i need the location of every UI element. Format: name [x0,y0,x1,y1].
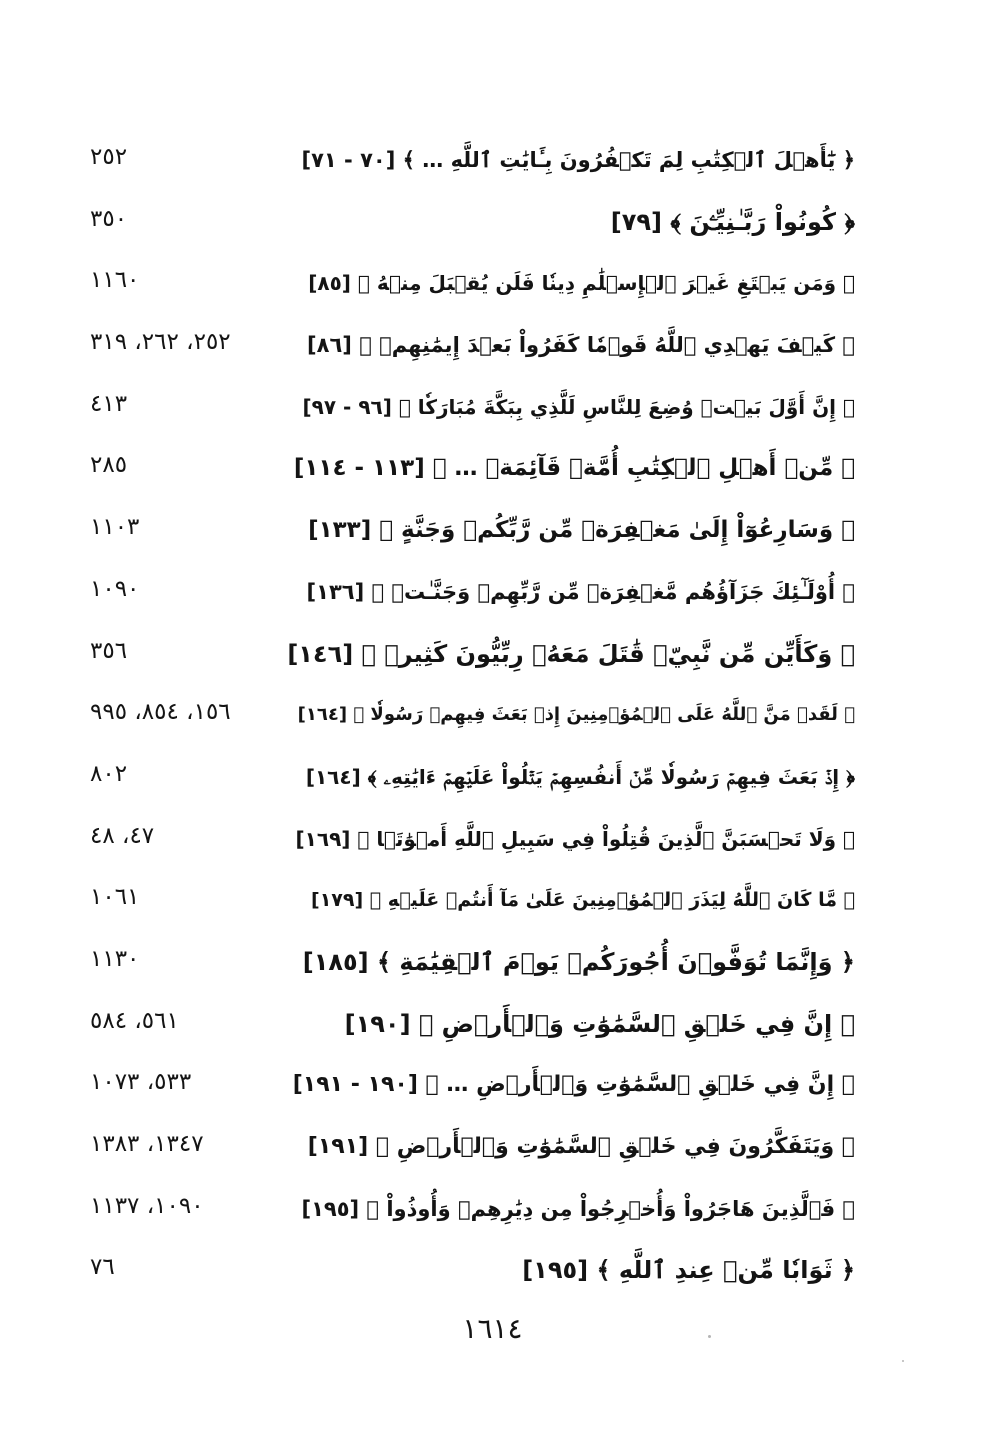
page-number: ١٦١٤ [462,1312,523,1345]
page-references: ٣٥٦ [90,637,128,664]
index-entry [90,138,855,200]
verse-citation: ﴿ كُونُواْ رَبَّـٰنِيِّـۧنَ ﴾ [٧٩] [610,207,855,236]
page-references: ١٠٩٠، ١١٣٧ [90,1192,204,1219]
scan-speck [902,1360,904,1362]
page-references: ١٠٦١ [90,884,140,911]
index-entry [90,200,855,262]
verse-citation: ﴿ مِّنۡ أَهۡلِ ٱلۡكِتَٰبِ أُمَّةٞ قَآئِمَةٞ … ﴾ [١١٣ - ١١٤] [293,455,855,482]
page-references: ١١٠٣ [90,514,140,541]
page-references: ٣٥٠ [90,205,128,232]
page-references: ٢٨٥ [90,452,128,479]
verse-citation: ﴿ يَٰٓأَهۡلَ ٱلۡكِتَٰبِ لِمَ تَكۡفُرُونَ بِـَٔايَٰتِ ٱللَّهِ … ﴾ [٧٠ - ٧١] [301,148,855,172]
verse-index-list [90,138,855,1310]
page-references: ١١٣٠ [90,945,140,972]
verse-citation: ﴿ إِنَّ فِي خَلۡقِ ٱلسَّمَٰوَٰتِ وَٱلۡأَرۡضِ … ﴾ [١٩٠ - ١٩١] [292,1072,855,1098]
page-references: ٤٧، ٤٨ [90,822,155,849]
scan-speck [708,1335,711,1338]
index-entry [90,693,855,755]
verse-citation: ﴿ أُوْلَـٰٓئِكَ جَزَآؤُهُم مَّغۡفِرَةٞ مِّن رَّبِّهِمۡ وَجَنَّـٰتٞ ﴾ [١٣٦] [306,579,855,604]
verse-citation: ﴿ وَيَتَفَكَّرُونَ فِي خَلۡقِ ٱلسَّمَٰوَٰتِ وَٱلۡأَرۡضِ ﴾ [١٩١] [307,1134,855,1159]
index-entry [90,878,855,940]
index-entry [90,323,855,385]
verse-citation: ﴿ لَقَدۡ مَنَّ ٱللَّهُ عَلَى ٱلۡمُؤۡمِنِينَ إِذۡ بَعَثَ فِيهِمۡ رَسُولٗا ﴾ [١٦٤] [297,704,855,726]
page-references: ٢٥٢ [90,144,128,170]
page-references: ١١٦٠ [90,267,140,294]
index-entry [90,1248,855,1310]
index-entry [90,261,855,323]
index-entry [90,1125,855,1187]
index-entry [90,1063,855,1125]
index-entry [90,570,855,632]
page-references: ١٠٩٠ [90,575,140,602]
page-references: ٥٦١، ٥٨٤ [90,1007,179,1034]
verse-citation: ﴿ وَسَارِعُوٓاْ إِلَىٰ مَغۡفِرَةٖ مِّن رَّبِّكُمۡ وَجَنَّةٍ ﴾ [١٣٣] [308,517,855,544]
index-entry [90,1002,855,1064]
verse-citation: ﴿ وَإِنَّمَا تُوَفَّوۡنَ أُجُورَكُمۡ يَوۡمَ ٱلۡقِيَٰمَةِ ﴾ [١٨٥] [302,947,855,976]
verse-citation: ﴿ وَلَا تَحۡسَبَنَّ ٱلَّذِينَ قُتِلُواْ فِي سَبِيلِ ٱللَّهِ أَمۡوَٰتَۢا ﴾ [١٦٩] [295,826,855,851]
verse-citation: ﴿ وَمَن يَبۡتَغِ غَيۡرَ ٱلۡإِسۡلَٰمِ دِينٗا فَلَن يُقۡبَلَ مِنۡهُ ﴾ [٨٥] [308,271,855,296]
verse-citation: ﴿ إِذۡ بَعَثَ فِيهِمۡ رَسُولٗا مِّنۡ أَنفُسِهِمۡ يَتۡلُواْ عَلَيۡهِمۡ ءَايَٰتِهِۦ ﴾ [١٦٤] [305,764,855,789]
index-entry [90,1187,855,1249]
page-references: ٨٠٢ [90,760,128,787]
verse-citation: ﴿ كَيۡفَ يَهۡدِي ٱللَّهُ قَوۡمٗا كَفَرُواْ بَعۡدَ إِيمَٰنِهِمۡ ﴾ [٨٦] [307,333,855,358]
verse-citation: ﴿ فَٱلَّذِينَ هَاجَرُواْ وَأُخۡرِجُواْ مِن دِيَٰرِهِمۡ وَأُوذُواْ ﴾ [١٩٥] [301,1196,855,1221]
index-entry [90,817,855,879]
page-references: ١٣٤٧، ١٣٨٣ [90,1131,204,1157]
index-entry [90,446,855,508]
index-entry [90,755,855,817]
index-entry [90,508,855,570]
verse-citation: ﴿ وَكَأَيِّن مِّن نَّبِيّٖ قَٰتَلَ مَعَهُۥ رِبِّيُّونَ كَثِيرٞ ﴾ [١٤٦] [287,639,855,668]
verse-citation: ﴿ إِنَّ أَوَّلَ بَيۡتٖ وُضِعَ لِلنَّاسِ لَلَّذِي بِبَكَّةَ مُبَارَكٗا ﴾ [٩٦ - ٩٧] [302,394,855,419]
page-references: ١٥٦، ٨٥٤، ٩٩٥ [90,699,231,726]
verse-citation: ﴿ مَّا كَانَ ٱللَّهُ لِيَذَرَ ٱلۡمُؤۡمِنِينَ عَلَىٰ مَآ أَنتُمۡ عَلَيۡهِ ﴾ [١٧٩] [311,889,855,912]
index-entry [90,632,855,694]
index-entry [90,385,855,447]
page-references: ٥٣٣، ١٠٧٣ [90,1069,192,1096]
verse-citation: ﴿ إِنَّ فِي خَلۡقِ ٱلسَّمَٰوَٰتِ وَٱلۡأَرۡضِ ﴾ [١٩٠] [344,1009,855,1038]
verse-citation: ﴿ ثَوَابٗا مِّنۡ عِندِ ٱللَّهِ ﴾ [١٩٥] [522,1256,855,1285]
page-references: ٤١٣ [90,390,128,417]
page-references: ٧٦ [90,1254,115,1281]
index-entry [90,940,855,1002]
page-references: ٢٥٢، ٢٦٢، ٣١٩ [90,329,231,356]
